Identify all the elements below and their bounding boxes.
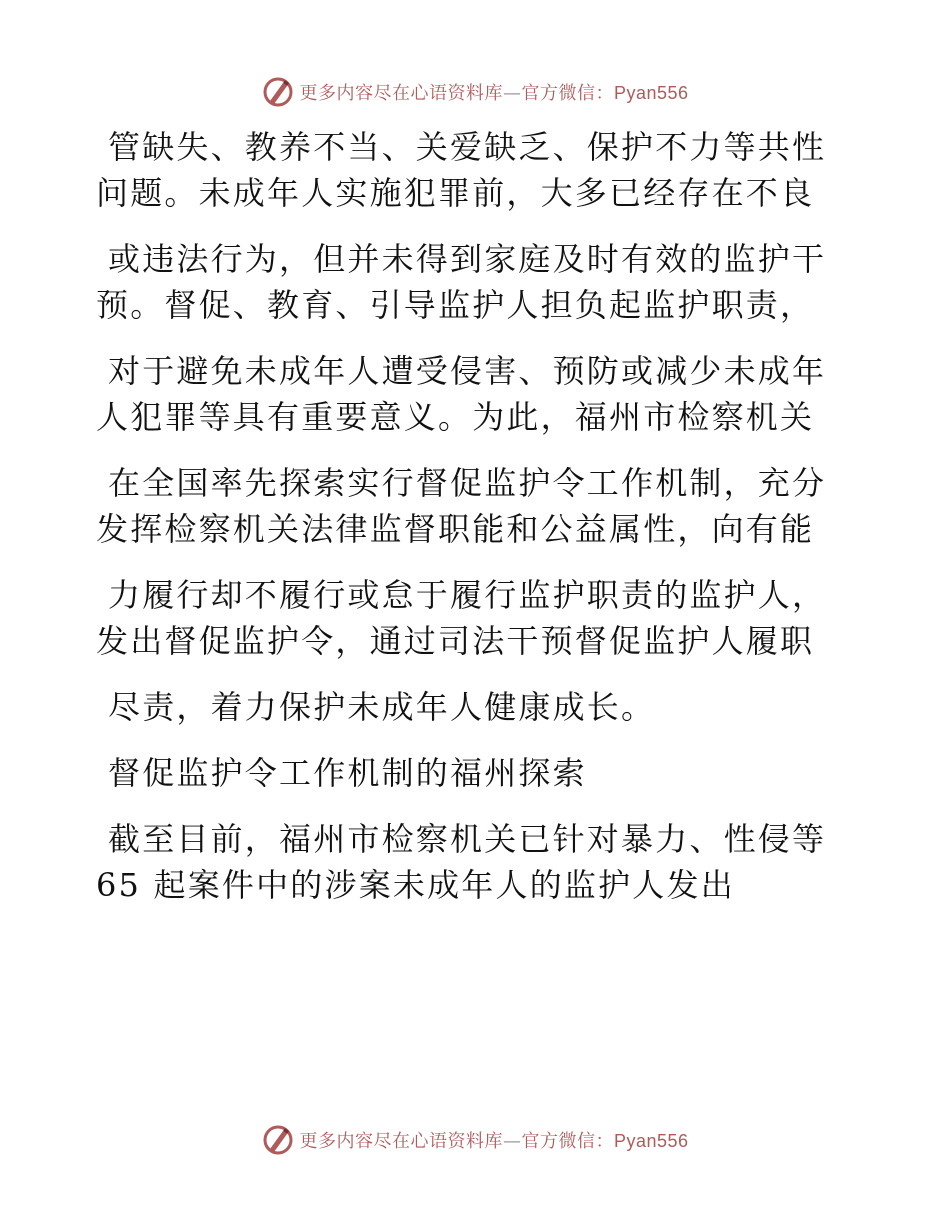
footer-watermark-banner (0, 1120, 950, 1160)
banner-dash: — (502, 1131, 522, 1152)
banner-contact-label: 官方微信： (521, 83, 614, 104)
banner-main-text: 更多内容尽在心语资料库 (299, 83, 503, 104)
text-line: 人犯罪等具有重要意义。为此，福州市检察机关 (96, 398, 815, 436)
text-line: 或违法行为，但并未得到家庭及时有效的监护干 (108, 240, 827, 278)
text-line: 截至目前，福州市检察机关已针对暴力、性侵等 (108, 820, 827, 858)
banner-wechat-handle: Pyan556 (613, 83, 689, 103)
watermark-text (299, 1127, 688, 1153)
banner-main-text: 更多内容尽在心语资料库 (299, 1131, 503, 1152)
banner-contact-label: 官方微信： (521, 1131, 614, 1152)
text-line: 管缺失、教养不当、关爱缺乏、保护不力等共性 (108, 128, 827, 166)
text-line: 65 起案件中的涉案未成年人的监护人发出 (96, 866, 735, 904)
banner-wechat-handle: Pyan556 (613, 1131, 689, 1151)
text-line: 预。督促、教育、引导监护人担负起监护职责， (96, 286, 815, 324)
pen-logo-icon (261, 75, 295, 109)
pen-logo-icon (261, 1123, 295, 1157)
text-line: 问题。未成年人实施犯罪前，大多已经存在不良 (96, 174, 815, 212)
text-line: 对于避免未成年人遭受侵害、预防或减少未成年 (108, 352, 827, 390)
document-body (96, 124, 836, 908)
banner-dash: — (502, 83, 522, 104)
text-line: 发出督促监护令，通过司法干预督促监护人履职 (96, 622, 815, 660)
text-line: 发挥检察机关法律监督职能和公益属性，向有能 (96, 510, 815, 548)
section-heading: 督促监护令工作机制的福州探索 (108, 754, 587, 792)
text-line: 力履行却不履行或怠于履行监护职责的监护人， (108, 576, 827, 614)
header-watermark-banner (0, 72, 950, 112)
text-line: 在全国率先探索实行督促监护令工作机制，充分 (108, 464, 827, 502)
text-line: 尽责，着力保护未成年人健康成长。 (108, 688, 656, 726)
watermark-text (299, 79, 688, 105)
